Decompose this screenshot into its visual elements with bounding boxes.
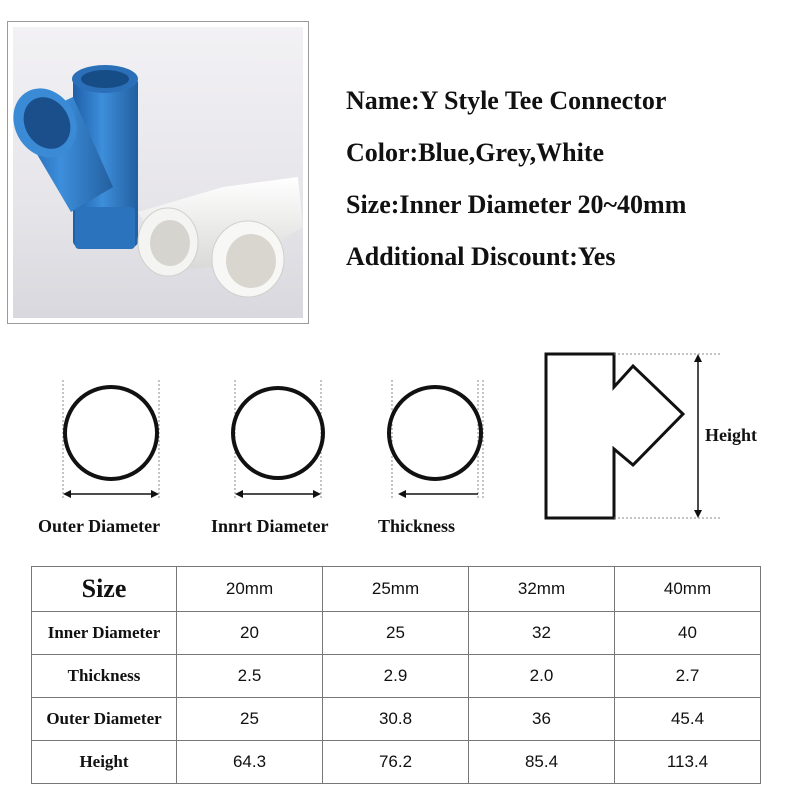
table-cell: 25 <box>323 612 469 655</box>
table-column-header: 40mm <box>615 567 761 612</box>
thickness-label: Thickness <box>378 516 456 536</box>
outer-diameter-label: Outer Diameter <box>38 516 161 536</box>
product-discount: Additional Discount:Yes <box>346 242 616 271</box>
product-specs <box>346 75 686 283</box>
table-cell: 76.2 <box>323 741 469 784</box>
table-cell: 45.4 <box>615 698 761 741</box>
table-row <box>32 655 761 698</box>
table-cell: 32 <box>469 612 615 655</box>
table-cell: 2.7 <box>615 655 761 698</box>
inner-diameter-label: Innrt Diameter <box>211 516 329 536</box>
table-corner-size: Size <box>32 567 177 612</box>
height-diagram <box>540 350 730 528</box>
product-photo <box>13 27 303 318</box>
table-row-label: Thickness <box>32 655 177 698</box>
table-cell: 85.4 <box>469 741 615 784</box>
product-photo-frame <box>7 21 309 324</box>
product-color: Color:Blue,Grey,White <box>346 138 605 167</box>
table-row <box>32 741 761 784</box>
table-cell: 40 <box>615 612 761 655</box>
table-cell: 30.8 <box>323 698 469 741</box>
table-cell: 64.3 <box>177 741 323 784</box>
table-cell: 2.9 <box>323 655 469 698</box>
thickness-diagram <box>380 380 495 505</box>
product-size: Size:Inner Diameter 20~40mm <box>346 190 687 219</box>
inner-diameter-diagram <box>223 380 338 505</box>
table-header-row <box>32 567 761 612</box>
product-name: Name:Y Style Tee Connector <box>346 86 667 115</box>
table-cell: 2.0 <box>469 655 615 698</box>
table-column-header: 32mm <box>469 567 615 612</box>
table-row <box>32 612 761 655</box>
table-cell: 36 <box>469 698 615 741</box>
table-cell: 20 <box>177 612 323 655</box>
table-row <box>32 698 761 741</box>
table-cell: 25 <box>177 698 323 741</box>
outer-diameter-diagram <box>55 380 170 505</box>
table-row-label: Height <box>32 741 177 784</box>
height-label: Height <box>705 425 757 445</box>
table-column-header: 25mm <box>323 567 469 612</box>
size-table <box>31 566 761 784</box>
table-row-label: Inner Diameter <box>32 612 177 655</box>
table-column-header: 20mm <box>177 567 323 612</box>
table-cell: 2.5 <box>177 655 323 698</box>
table-cell: 113.4 <box>615 741 761 784</box>
table-row-label: Outer Diameter <box>32 698 177 741</box>
